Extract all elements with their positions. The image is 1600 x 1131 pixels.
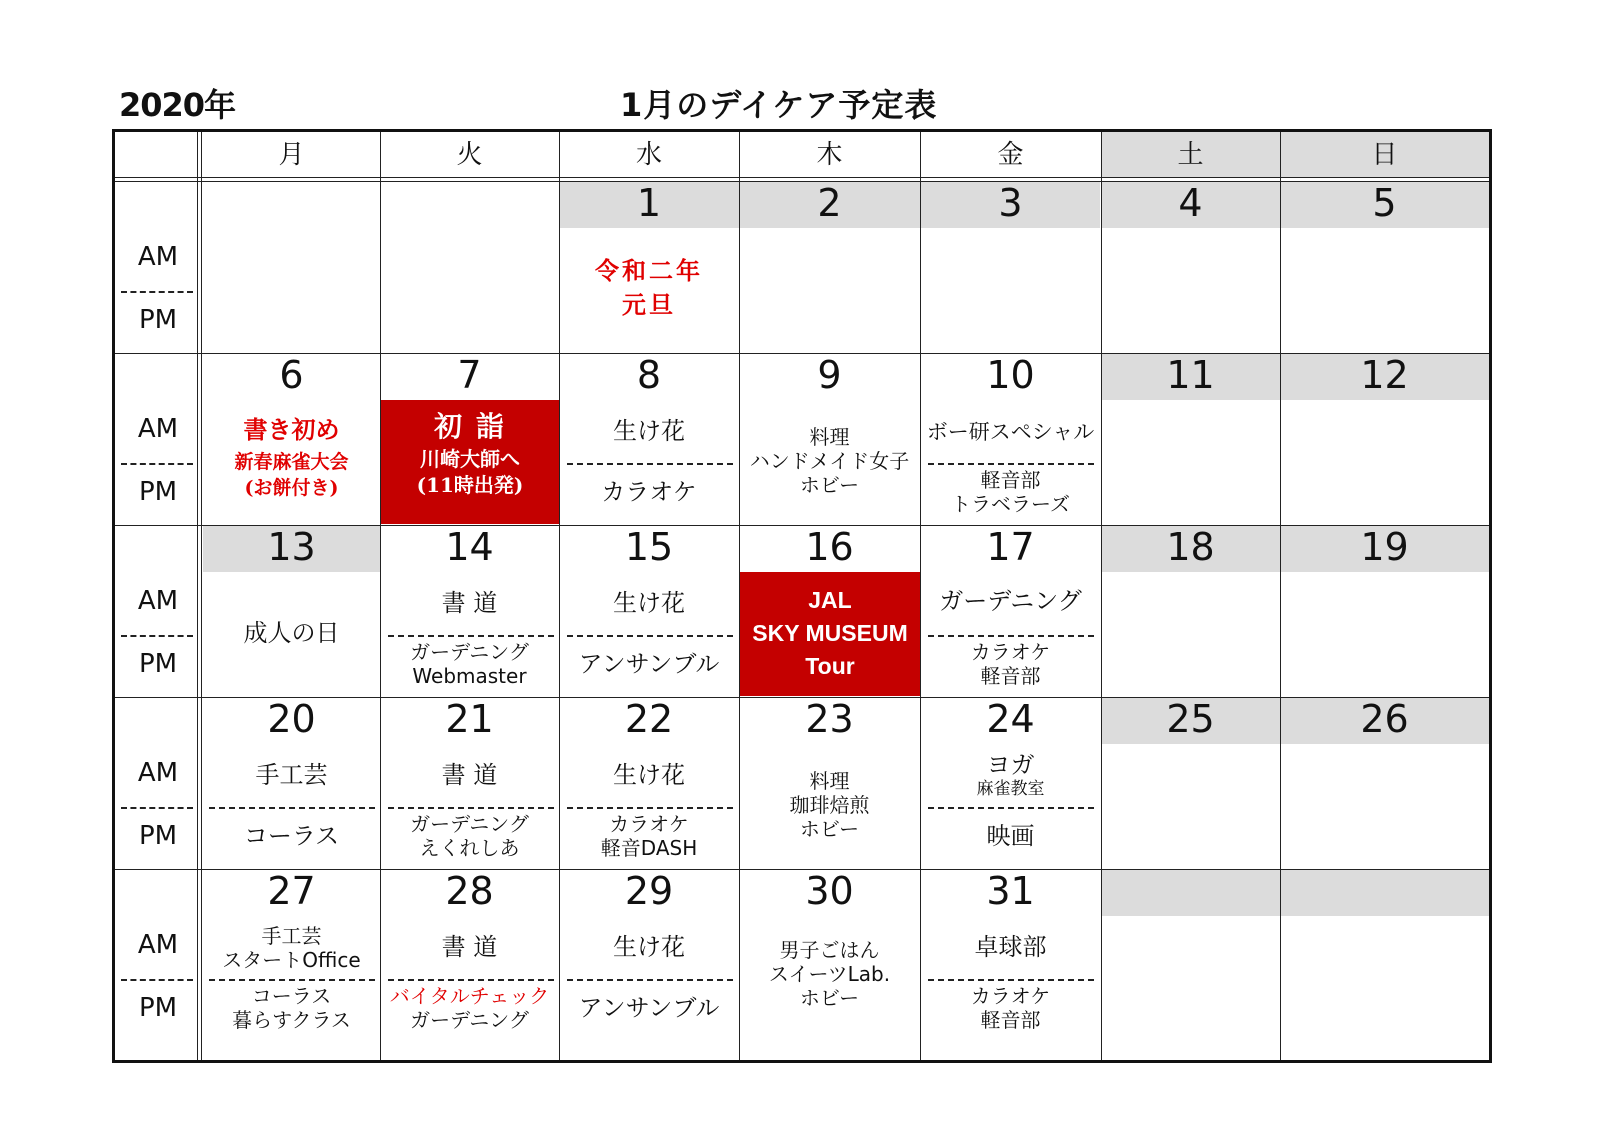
day-number: 22 bbox=[624, 697, 674, 741]
activity-am: ガーデニング bbox=[939, 587, 1082, 615]
day-number: 15 bbox=[624, 525, 674, 569]
activity-pm bbox=[203, 984, 380, 1032]
weekday-sat: 土 bbox=[1101, 132, 1280, 178]
activity-am: 生け花 bbox=[613, 933, 685, 961]
day-number: 6 bbox=[279, 353, 304, 397]
activity-am: 書 道 bbox=[441, 933, 498, 961]
day-number: 28 bbox=[445, 869, 494, 913]
event-line: 麻雀教室 bbox=[976, 779, 1045, 799]
year-label: 2020年 bbox=[119, 86, 236, 124]
day-number: 25 bbox=[1166, 697, 1215, 741]
event-line: コーラス bbox=[251, 984, 332, 1008]
event-line: SKY MUSEUM bbox=[752, 620, 908, 646]
weekday-sun: 日 bbox=[1280, 132, 1489, 178]
day-number: 19 bbox=[1360, 525, 1409, 569]
event-line: ホビー bbox=[799, 817, 860, 841]
activity-pm bbox=[380, 640, 559, 688]
activity-pm bbox=[380, 812, 559, 860]
day-number: 20 bbox=[267, 697, 316, 741]
day-number: 23 bbox=[805, 697, 854, 741]
activity-am: 卓球部 bbox=[974, 933, 1047, 961]
activity-pm bbox=[920, 984, 1101, 1032]
day-number: 4 bbox=[1178, 181, 1203, 225]
activity-am: 生け花 bbox=[613, 417, 685, 445]
calendar-grid bbox=[112, 129, 1492, 1063]
event-line: 手工芸 bbox=[261, 924, 322, 948]
activity-am: 書 道 bbox=[441, 589, 498, 617]
event-line: ハンドメイド女子 bbox=[749, 449, 910, 473]
day-number: 9 bbox=[817, 353, 842, 397]
day-number: 1 bbox=[636, 181, 662, 225]
day-number: 2 bbox=[817, 181, 842, 225]
day-number: 7 bbox=[457, 353, 482, 397]
am-label: AM bbox=[137, 758, 179, 788]
activity-pm bbox=[920, 640, 1101, 688]
event-line: スタートOffice bbox=[222, 948, 361, 972]
day-number: 11 bbox=[1166, 353, 1215, 397]
activity-pm: アンサンブル bbox=[578, 650, 720, 678]
day-number: 8 bbox=[636, 353, 662, 397]
day-number: 5 bbox=[1372, 181, 1397, 225]
day-number: 27 bbox=[267, 869, 316, 913]
page-title: 1月のデイケア予定表 bbox=[620, 86, 938, 124]
activity-am: ボー研スペシャル bbox=[926, 420, 1095, 444]
activity-pm: コーラス bbox=[243, 822, 340, 850]
event-line: バイタルチェック bbox=[389, 984, 550, 1008]
event-line: JAL bbox=[808, 587, 852, 613]
event-line: 元旦 bbox=[622, 290, 676, 319]
am-label: AM bbox=[137, 414, 179, 444]
pm-label: PM bbox=[138, 477, 178, 507]
pm-label: PM bbox=[138, 821, 178, 851]
activity-am: 生け花 bbox=[613, 589, 685, 617]
event-line: カラオケ bbox=[970, 984, 1051, 1008]
event-line: 軽音DASH bbox=[600, 836, 698, 860]
day-number: 29 bbox=[624, 869, 674, 913]
weekend-band-week5 bbox=[1101, 870, 1489, 916]
day-number: 30 bbox=[805, 869, 854, 913]
event-line: 料理 bbox=[809, 769, 850, 793]
event-line: 料理 bbox=[809, 425, 850, 449]
event-title: 初 詣 bbox=[434, 410, 506, 443]
event-line: ホビー bbox=[799, 473, 860, 497]
activity-am: 手工芸 bbox=[255, 761, 328, 789]
weekday-tue: 火 bbox=[456, 140, 483, 170]
pm-label: PM bbox=[138, 993, 178, 1023]
activity-pm: 映画 bbox=[986, 822, 1035, 850]
weekday-mon: 月 bbox=[278, 140, 305, 170]
event-line: えくれしあ bbox=[419, 836, 520, 860]
event-time: (11時出発) bbox=[416, 473, 524, 497]
event-line: ガーデニング bbox=[410, 812, 529, 836]
day-number: 26 bbox=[1360, 697, 1409, 741]
pm-label: PM bbox=[138, 649, 178, 679]
event-line: 軽音部 bbox=[980, 1008, 1041, 1032]
event-line: ガーデニング bbox=[410, 640, 529, 664]
activity-am bbox=[203, 924, 380, 972]
event-line: ガーデニング bbox=[410, 1008, 529, 1032]
event-line: 書き初め bbox=[243, 415, 340, 444]
activity-am: 書 道 bbox=[441, 761, 498, 789]
activity-pm bbox=[380, 984, 559, 1032]
event-line: ヨガ bbox=[986, 751, 1035, 779]
am-label: AM bbox=[137, 930, 179, 960]
event-new-year bbox=[559, 254, 739, 322]
weekday-fri: 金 bbox=[997, 140, 1024, 170]
day-number: 31 bbox=[986, 869, 1035, 913]
activity-pm: カラオケ bbox=[601, 478, 697, 506]
event-jal-tour bbox=[740, 572, 920, 696]
day-number: 18 bbox=[1166, 525, 1215, 569]
event-line: ホビー bbox=[799, 986, 860, 1010]
day-number: 21 bbox=[445, 697, 494, 741]
event-line: Tour bbox=[805, 653, 855, 679]
event-kakizome bbox=[203, 415, 380, 501]
weekday-thu: 木 bbox=[816, 140, 843, 170]
day-number: 13 bbox=[267, 525, 316, 569]
day-number: 24 bbox=[986, 697, 1035, 741]
activity-am: 生け花 bbox=[613, 761, 685, 789]
day-number: 14 bbox=[445, 525, 494, 569]
event-line: トラベラーズ bbox=[951, 492, 1070, 516]
event-line: 軽音部 bbox=[980, 664, 1041, 688]
event-line: Webmaster bbox=[412, 664, 527, 688]
activity-allday bbox=[739, 425, 920, 497]
event-hatsumode bbox=[381, 400, 559, 524]
holiday-name: 成人の日 bbox=[243, 619, 340, 647]
day-number: 10 bbox=[986, 353, 1035, 397]
activity-am bbox=[920, 752, 1101, 800]
event-line: 男子ごはん bbox=[779, 938, 880, 962]
pm-label: PM bbox=[138, 305, 178, 335]
event-line: 新春麻雀大会 bbox=[234, 451, 349, 473]
event-line: 令和二年 bbox=[595, 256, 703, 285]
event-detail: 川崎大師へ bbox=[420, 447, 520, 471]
activity-pm bbox=[920, 468, 1101, 516]
event-line: 珈琲焙煎 bbox=[789, 793, 870, 817]
day-number: 12 bbox=[1360, 353, 1409, 397]
event-line: カラオケ bbox=[609, 812, 689, 836]
activity-pm bbox=[559, 812, 739, 860]
day-number: 3 bbox=[998, 181, 1023, 225]
am-label: AM bbox=[137, 242, 179, 272]
event-line: スイーツLab. bbox=[768, 962, 891, 986]
day-number: 17 bbox=[986, 525, 1035, 569]
activity-allday bbox=[739, 769, 920, 841]
activity-allday bbox=[739, 938, 920, 1010]
day-number: 16 bbox=[805, 525, 854, 569]
weekday-wed: 水 bbox=[635, 140, 662, 170]
event-line: 軽音部 bbox=[980, 468, 1041, 492]
am-label: AM bbox=[137, 586, 179, 616]
activity-pm: アンサンブル bbox=[578, 994, 720, 1022]
event-line: カラオケ bbox=[970, 640, 1051, 664]
event-line: (お餅付き) bbox=[244, 477, 339, 499]
event-line: 暮らすクラス bbox=[232, 1008, 351, 1032]
